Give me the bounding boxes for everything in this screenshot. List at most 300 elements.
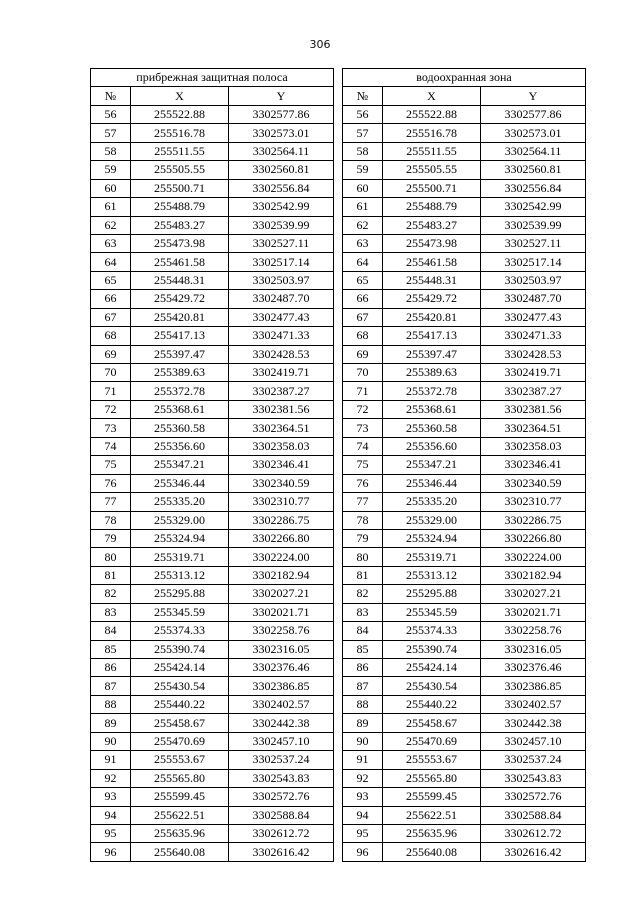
table-row: [91, 253, 334, 271]
coord-x-cell: 255522.88: [383, 105, 481, 123]
coord-y-cell: 3302573.01: [481, 124, 586, 142]
left-table-body: [91, 105, 334, 861]
table-row: [343, 566, 586, 584]
coord-y-cell: 3302564.11: [481, 142, 586, 160]
coord-x-cell: 255368.61: [383, 400, 481, 418]
point-number-cell: 64: [91, 253, 131, 271]
table-row: [91, 824, 334, 842]
coord-x-cell: 255429.72: [383, 290, 481, 308]
coord-x-cell: 255470.69: [131, 732, 229, 750]
coord-y-cell: 3302428.53: [229, 345, 334, 363]
coord-x-cell: 255553.67: [383, 751, 481, 769]
point-number-cell: 59: [343, 161, 383, 179]
table-row: [343, 437, 586, 455]
point-number-cell: 61: [343, 198, 383, 216]
coord-y-cell: 3302573.01: [229, 124, 334, 142]
point-number-cell: 67: [91, 308, 131, 326]
table-row: [91, 437, 334, 455]
point-number-cell: 81: [91, 566, 131, 584]
table-row: [343, 659, 586, 677]
coord-y-cell: 3302376.46: [229, 659, 334, 677]
point-number-cell: 74: [91, 437, 131, 455]
coord-x-cell: 255511.55: [131, 142, 229, 160]
table-row: [91, 364, 334, 382]
point-number-cell: 77: [91, 493, 131, 511]
coordinate-tables: [90, 68, 586, 862]
point-number-cell: 79: [343, 529, 383, 547]
coord-x-cell: 255511.55: [383, 142, 481, 160]
coord-x-cell: 255345.59: [383, 603, 481, 621]
point-number-cell: 83: [343, 603, 383, 621]
table-row: [91, 677, 334, 695]
right-header-x: X: [383, 87, 481, 105]
table-row: [91, 640, 334, 658]
coord-y-cell: 3302616.42: [481, 843, 586, 861]
point-number-cell: 81: [343, 566, 383, 584]
coord-x-cell: 255324.94: [383, 529, 481, 547]
point-number-cell: 93: [91, 788, 131, 806]
coord-x-cell: 255483.27: [131, 216, 229, 234]
right-header-y: Y: [481, 87, 586, 105]
coord-y-cell: 3302340.59: [481, 474, 586, 492]
coord-x-cell: 255640.08: [383, 843, 481, 861]
table-row: [91, 806, 334, 824]
coord-x-cell: 255397.47: [383, 345, 481, 363]
point-number-cell: 90: [343, 732, 383, 750]
point-number-cell: 68: [91, 327, 131, 345]
coord-y-cell: 3302364.51: [229, 419, 334, 437]
table-row: [91, 732, 334, 750]
table-row: [91, 659, 334, 677]
coord-x-cell: 255553.67: [131, 751, 229, 769]
coord-y-cell: 3302477.43: [229, 308, 334, 326]
coord-y-cell: 3302477.43: [481, 308, 586, 326]
table-row: [91, 695, 334, 713]
point-number-cell: 73: [91, 419, 131, 437]
table-row: [91, 603, 334, 621]
point-number-cell: 92: [343, 769, 383, 787]
coord-x-cell: 255473.98: [383, 234, 481, 252]
coord-x-cell: 255335.20: [131, 493, 229, 511]
point-number-cell: 65: [343, 271, 383, 289]
coord-y-cell: 3302381.56: [229, 400, 334, 418]
coord-y-cell: 3302182.94: [229, 566, 334, 584]
coord-x-cell: 255500.71: [131, 179, 229, 197]
table-row: [343, 769, 586, 787]
table-row: [91, 179, 334, 197]
point-number-cell: 90: [91, 732, 131, 750]
point-number-cell: 72: [343, 400, 383, 418]
table-row: [343, 732, 586, 750]
coord-y-cell: 3302027.21: [229, 585, 334, 603]
coord-y-cell: 3302572.76: [481, 788, 586, 806]
coord-x-cell: 255324.94: [131, 529, 229, 547]
coord-y-cell: 3302381.56: [481, 400, 586, 418]
point-number-cell: 70: [343, 364, 383, 382]
table-row: [91, 400, 334, 418]
coord-x-cell: 255313.12: [383, 566, 481, 584]
point-number-cell: 58: [343, 142, 383, 160]
table-row: [91, 308, 334, 326]
coord-y-cell: 3302266.80: [481, 529, 586, 547]
table-row: [91, 142, 334, 160]
coord-x-cell: 255319.71: [131, 548, 229, 566]
table-row: [343, 105, 586, 123]
point-number-cell: 69: [343, 345, 383, 363]
coord-x-cell: 255329.00: [131, 511, 229, 529]
table-row: [343, 640, 586, 658]
table-row: [91, 511, 334, 529]
coord-y-cell: 3302358.03: [229, 437, 334, 455]
table-row: [343, 234, 586, 252]
table-row: [343, 751, 586, 769]
coord-x-cell: 255374.33: [383, 622, 481, 640]
point-number-cell: 62: [91, 216, 131, 234]
table-row: [343, 124, 586, 142]
right-table-title: водоохранная зона: [343, 69, 586, 87]
coord-y-cell: 3302387.27: [229, 382, 334, 400]
coord-y-cell: 3302340.59: [229, 474, 334, 492]
coord-x-cell: 255360.58: [383, 419, 481, 437]
coord-x-cell: 255440.22: [131, 695, 229, 713]
coord-x-cell: 255356.60: [383, 437, 481, 455]
coord-x-cell: 255390.74: [383, 640, 481, 658]
point-number-cell: 66: [91, 290, 131, 308]
coord-x-cell: 255329.00: [383, 511, 481, 529]
coord-y-cell: 3302346.41: [481, 456, 586, 474]
coord-y-cell: 3302588.84: [481, 806, 586, 824]
coord-x-cell: 255374.33: [131, 622, 229, 640]
table-row: [91, 548, 334, 566]
point-number-cell: 86: [91, 659, 131, 677]
table-row: [91, 327, 334, 345]
point-number-cell: 95: [343, 824, 383, 842]
left-table-title: прибрежная защитная полоса: [91, 69, 334, 87]
table-row: [343, 456, 586, 474]
table-row: [343, 400, 586, 418]
table-row: [91, 419, 334, 437]
table-row: [91, 161, 334, 179]
coord-y-cell: 3302182.94: [481, 566, 586, 584]
table-row: [343, 419, 586, 437]
point-number-cell: 57: [91, 124, 131, 142]
coord-y-cell: 3302457.10: [229, 732, 334, 750]
point-number-cell: 86: [343, 659, 383, 677]
point-number-cell: 71: [343, 382, 383, 400]
coord-x-cell: 255429.72: [131, 290, 229, 308]
coord-y-cell: 3302564.11: [229, 142, 334, 160]
coord-y-cell: 3302527.11: [229, 234, 334, 252]
left-header-x: X: [131, 87, 229, 105]
coord-x-cell: 255424.14: [383, 659, 481, 677]
coord-x-cell: 255420.81: [131, 308, 229, 326]
coord-x-cell: 255420.81: [383, 308, 481, 326]
point-number-cell: 85: [91, 640, 131, 658]
point-number-cell: 94: [343, 806, 383, 824]
coord-y-cell: 3302572.76: [229, 788, 334, 806]
point-number-cell: 70: [91, 364, 131, 382]
coord-y-cell: 3302471.33: [229, 327, 334, 345]
point-number-cell: 69: [91, 345, 131, 363]
table-row: [91, 382, 334, 400]
table-row: [91, 234, 334, 252]
table-row: [343, 511, 586, 529]
coord-x-cell: 255430.54: [131, 677, 229, 695]
coord-y-cell: 3302543.83: [481, 769, 586, 787]
coord-x-cell: 255635.96: [383, 824, 481, 842]
coord-y-cell: 3302364.51: [481, 419, 586, 437]
point-number-cell: 66: [343, 290, 383, 308]
coord-x-cell: 255389.63: [131, 364, 229, 382]
point-number-cell: 56: [91, 105, 131, 123]
coord-x-cell: 255430.54: [383, 677, 481, 695]
coord-x-cell: 255516.78: [383, 124, 481, 142]
point-number-cell: 64: [343, 253, 383, 271]
point-number-cell: 74: [343, 437, 383, 455]
coord-y-cell: 3302310.77: [229, 493, 334, 511]
coord-x-cell: 255635.96: [131, 824, 229, 842]
table-row: [91, 474, 334, 492]
coord-x-cell: 255522.88: [131, 105, 229, 123]
table-row: [91, 788, 334, 806]
coord-y-cell: 3302612.72: [481, 824, 586, 842]
table-row: [91, 566, 334, 584]
coord-y-cell: 3302588.84: [229, 806, 334, 824]
point-number-cell: 84: [343, 622, 383, 640]
point-number-cell: 96: [91, 843, 131, 861]
point-number-cell: 96: [343, 843, 383, 861]
coord-x-cell: 255505.55: [131, 161, 229, 179]
coord-x-cell: 255372.78: [383, 382, 481, 400]
table-row: [91, 345, 334, 363]
coord-y-cell: 3302542.99: [481, 198, 586, 216]
coord-y-cell: 3302612.72: [229, 824, 334, 842]
table-row: [343, 474, 586, 492]
coord-x-cell: 255622.51: [383, 806, 481, 824]
coord-y-cell: 3302527.11: [481, 234, 586, 252]
coord-y-cell: 3302487.70: [229, 290, 334, 308]
left-header-y: Y: [229, 87, 334, 105]
coord-x-cell: 255473.98: [131, 234, 229, 252]
coord-y-cell: 3302556.84: [481, 179, 586, 197]
coord-x-cell: 255516.78: [131, 124, 229, 142]
right-header-number: №: [343, 87, 383, 105]
coord-x-cell: 255599.45: [131, 788, 229, 806]
table-row: [343, 327, 586, 345]
coord-x-cell: 255622.51: [131, 806, 229, 824]
coord-x-cell: 255346.44: [383, 474, 481, 492]
coord-y-cell: 3302316.05: [481, 640, 586, 658]
coord-x-cell: 255488.79: [131, 198, 229, 216]
coord-y-cell: 3302539.99: [481, 216, 586, 234]
coord-y-cell: 3302224.00: [229, 548, 334, 566]
point-number-cell: 65: [91, 271, 131, 289]
table-row: [91, 198, 334, 216]
coord-x-cell: 255448.31: [131, 271, 229, 289]
table-row: [343, 364, 586, 382]
coord-y-cell: 3302310.77: [481, 493, 586, 511]
coord-y-cell: 3302387.27: [481, 382, 586, 400]
coord-x-cell: 255390.74: [131, 640, 229, 658]
coord-x-cell: 255483.27: [383, 216, 481, 234]
point-number-cell: 89: [343, 714, 383, 732]
table-row: [343, 806, 586, 824]
coord-y-cell: 3302560.81: [481, 161, 586, 179]
coord-x-cell: 255319.71: [383, 548, 481, 566]
point-number-cell: 68: [343, 327, 383, 345]
table-row: [343, 548, 586, 566]
table-row: [91, 769, 334, 787]
coord-y-cell: 3302286.75: [481, 511, 586, 529]
table-row: [343, 198, 586, 216]
table-row: [91, 124, 334, 142]
table-row: [343, 695, 586, 713]
point-number-cell: 63: [343, 234, 383, 252]
coord-y-cell: 3302517.14: [481, 253, 586, 271]
coord-y-cell: 3302258.76: [229, 622, 334, 640]
coord-y-cell: 3302471.33: [481, 327, 586, 345]
coord-x-cell: 255356.60: [131, 437, 229, 455]
page-number: 306: [309, 38, 331, 51]
coord-y-cell: 3302224.00: [481, 548, 586, 566]
point-number-cell: 60: [343, 179, 383, 197]
point-number-cell: 71: [91, 382, 131, 400]
point-number-cell: 94: [91, 806, 131, 824]
coord-y-cell: 3302537.24: [481, 751, 586, 769]
point-number-cell: 62: [343, 216, 383, 234]
coord-x-cell: 255295.88: [131, 585, 229, 603]
coord-y-cell: 3302286.75: [229, 511, 334, 529]
table-row: [343, 529, 586, 547]
coord-y-cell: 3302402.57: [229, 695, 334, 713]
coord-y-cell: 3302560.81: [229, 161, 334, 179]
coord-x-cell: 255335.20: [383, 493, 481, 511]
table-row: [91, 843, 334, 861]
coord-y-cell: 3302358.03: [481, 437, 586, 455]
point-number-cell: 91: [91, 751, 131, 769]
coord-x-cell: 255360.58: [131, 419, 229, 437]
coastal-protection-strip-table: [90, 68, 334, 862]
point-number-cell: 93: [343, 788, 383, 806]
table-row: [91, 271, 334, 289]
coord-y-cell: 3302258.76: [481, 622, 586, 640]
coord-y-cell: 3302457.10: [481, 732, 586, 750]
table-row: [343, 788, 586, 806]
point-number-cell: 79: [91, 529, 131, 547]
coord-y-cell: 3302386.85: [229, 677, 334, 695]
table-row: [343, 142, 586, 160]
coord-x-cell: 255372.78: [131, 382, 229, 400]
point-number-cell: 89: [91, 714, 131, 732]
point-number-cell: 76: [343, 474, 383, 492]
point-number-cell: 75: [91, 456, 131, 474]
coord-x-cell: 255424.14: [131, 659, 229, 677]
point-number-cell: 59: [91, 161, 131, 179]
coord-x-cell: 255488.79: [383, 198, 481, 216]
table-row: [343, 271, 586, 289]
point-number-cell: 63: [91, 234, 131, 252]
table-row: [91, 493, 334, 511]
table-row: [91, 216, 334, 234]
table-row: [343, 677, 586, 695]
coord-x-cell: 255417.13: [383, 327, 481, 345]
table-row: [343, 622, 586, 640]
coord-x-cell: 255470.69: [383, 732, 481, 750]
coord-x-cell: 255368.61: [131, 400, 229, 418]
coord-y-cell: 3302517.14: [229, 253, 334, 271]
coord-x-cell: 255397.47: [131, 345, 229, 363]
left-header-number: №: [91, 87, 131, 105]
coord-y-cell: 3302419.71: [481, 364, 586, 382]
coord-x-cell: 255461.58: [383, 253, 481, 271]
coord-x-cell: 255347.21: [131, 456, 229, 474]
coord-y-cell: 3302419.71: [229, 364, 334, 382]
coord-y-cell: 3302487.70: [481, 290, 586, 308]
coord-x-cell: 255565.80: [383, 769, 481, 787]
coord-x-cell: 255640.08: [131, 843, 229, 861]
point-number-cell: 72: [91, 400, 131, 418]
coord-x-cell: 255347.21: [383, 456, 481, 474]
coord-y-cell: 3302428.53: [481, 345, 586, 363]
point-number-cell: 82: [91, 585, 131, 603]
point-number-cell: 60: [91, 179, 131, 197]
coord-x-cell: 255448.31: [383, 271, 481, 289]
coord-x-cell: 255599.45: [383, 788, 481, 806]
coord-y-cell: 3302386.85: [481, 677, 586, 695]
coord-y-cell: 3302616.42: [229, 843, 334, 861]
point-number-cell: 58: [91, 142, 131, 160]
coord-x-cell: 255458.67: [131, 714, 229, 732]
coord-y-cell: 3302021.71: [481, 603, 586, 621]
coord-x-cell: 255565.80: [131, 769, 229, 787]
point-number-cell: 67: [343, 308, 383, 326]
table-row: [91, 105, 334, 123]
coord-y-cell: 3302577.86: [229, 105, 334, 123]
table-row: [91, 585, 334, 603]
coord-y-cell: 3302376.46: [481, 659, 586, 677]
coord-x-cell: 255345.59: [131, 603, 229, 621]
coord-x-cell: 255295.88: [383, 585, 481, 603]
point-number-cell: 87: [343, 677, 383, 695]
point-number-cell: 84: [91, 622, 131, 640]
coord-y-cell: 3302027.21: [481, 585, 586, 603]
coord-y-cell: 3302537.24: [229, 751, 334, 769]
point-number-cell: 82: [343, 585, 383, 603]
point-number-cell: 83: [91, 603, 131, 621]
table-row: [91, 529, 334, 547]
coord-x-cell: 255389.63: [383, 364, 481, 382]
table-row: [343, 493, 586, 511]
point-number-cell: 61: [91, 198, 131, 216]
coord-y-cell: 3302539.99: [229, 216, 334, 234]
coord-y-cell: 3302442.38: [229, 714, 334, 732]
point-number-cell: 77: [343, 493, 383, 511]
coord-y-cell: 3302543.83: [229, 769, 334, 787]
point-number-cell: 56: [343, 105, 383, 123]
table-row: [343, 216, 586, 234]
table-row: [91, 290, 334, 308]
table-row: [91, 456, 334, 474]
coord-y-cell: 3302266.80: [229, 529, 334, 547]
coord-x-cell: 255417.13: [131, 327, 229, 345]
coord-x-cell: 255500.71: [383, 179, 481, 197]
table-row: [343, 824, 586, 842]
coord-y-cell: 3302402.57: [481, 695, 586, 713]
table-row: [343, 714, 586, 732]
coord-y-cell: 3302442.38: [481, 714, 586, 732]
coord-x-cell: 255458.67: [383, 714, 481, 732]
coord-y-cell: 3302503.97: [229, 271, 334, 289]
